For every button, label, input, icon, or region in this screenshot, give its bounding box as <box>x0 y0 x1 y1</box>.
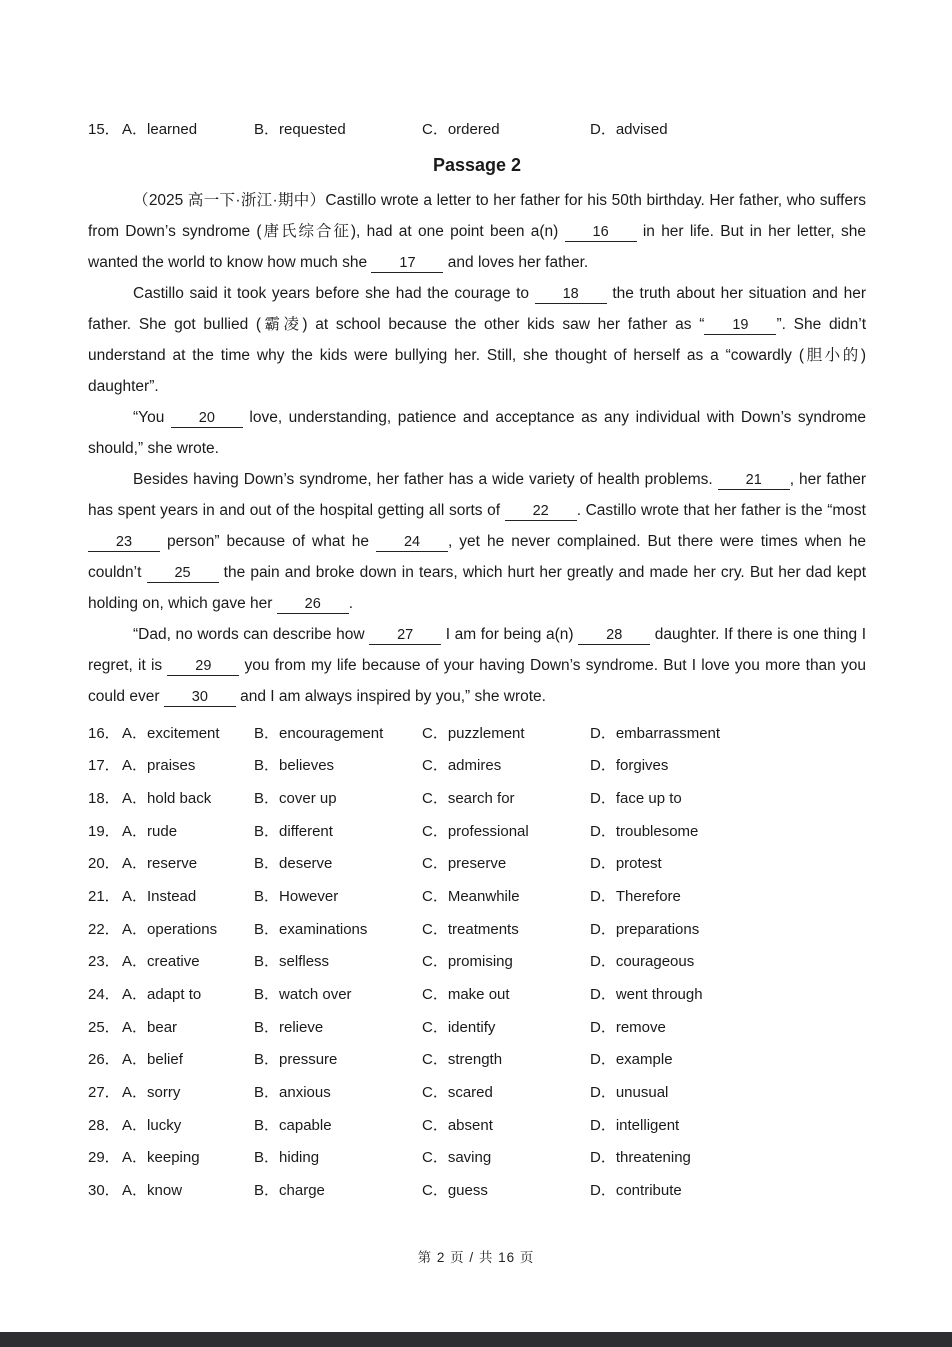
question-row-22 <box>88 912 866 945</box>
option-text: guess <box>447 1182 488 1200</box>
option-text: admires <box>447 757 502 775</box>
option-a <box>122 1016 254 1037</box>
option-text: contribute <box>615 1182 682 1200</box>
question-number: 26． <box>88 1051 120 1069</box>
option-d <box>590 950 866 971</box>
option-text: saving <box>447 1149 492 1167</box>
option-text: troublesome <box>615 822 699 840</box>
option-text: learned <box>147 120 198 138</box>
question-row-16 <box>88 716 866 749</box>
question-row-17 <box>88 748 866 781</box>
option-letter: B． <box>254 1182 280 1200</box>
option-a <box>122 885 254 906</box>
option-d <box>590 820 866 841</box>
option-b <box>254 1146 422 1167</box>
option-d <box>590 983 866 1004</box>
question-row-21 <box>88 879 866 912</box>
question-row-25 <box>88 1010 866 1043</box>
option-text: threatening <box>615 1149 691 1167</box>
option-a <box>122 983 254 1004</box>
option-b <box>254 885 422 906</box>
question-row-18 <box>88 781 866 814</box>
option-letter: D． <box>590 1084 616 1102</box>
option-b <box>254 754 422 775</box>
option-letter: D． <box>590 920 616 938</box>
option-text: Meanwhile <box>447 887 520 905</box>
option-letter: C． <box>422 120 448 138</box>
option-text: puzzlement <box>447 724 525 742</box>
question-row-23 <box>88 945 866 978</box>
cloze-blank-20: 20 <box>171 410 243 428</box>
option-text: sorry <box>147 1084 181 1102</box>
option-letter: C． <box>422 1182 448 1200</box>
option-text: lucky <box>147 1116 182 1134</box>
option-a <box>122 950 254 971</box>
option-d <box>590 852 866 873</box>
option-c <box>422 787 590 808</box>
option-d <box>590 1081 866 1102</box>
option-text: selfless <box>279 953 330 971</box>
option-text: pressure <box>279 1051 338 1069</box>
question-row-20 <box>88 846 866 879</box>
option-letter: B． <box>254 822 280 840</box>
option-text: deserve <box>279 855 333 873</box>
option-letter: D． <box>590 1149 616 1167</box>
option-b <box>254 852 422 873</box>
option-letter: C． <box>422 1116 448 1134</box>
cloze-blank-17: 17 <box>371 255 443 273</box>
option-text: adapt to <box>147 986 202 1004</box>
option-letter: D． <box>590 757 616 775</box>
option-letter: A． <box>122 887 148 905</box>
cloze-blank-21: 21 <box>718 472 790 490</box>
option-letter: B． <box>254 920 280 938</box>
passage-title: Passage 2 <box>432 154 522 175</box>
option-text: watch over <box>279 986 352 1004</box>
option-letter: A． <box>122 789 148 807</box>
passage-paragraph-2: Castillo said it took years before she had the courage to 18 the truth about her situation and her father. She got bullied (霸凌) at school because the other kids saw her father as “ 19 ”. She didn’t understand at the time why the kids were bullying her. Still, she thought of herself as a “cowardly (胆小的) daughter”. <box>88 284 866 395</box>
question-number: 16． <box>88 724 120 742</box>
option-letter: A． <box>122 953 148 971</box>
bottom-bar <box>0 1332 952 1347</box>
option-d <box>590 918 866 939</box>
option-text: excitement <box>147 724 220 742</box>
option-text: unusual <box>615 1084 669 1102</box>
option-text: requested <box>279 120 346 138</box>
option-text: rude <box>147 822 178 840</box>
option-text: capable <box>279 1116 332 1134</box>
question-number: 17． <box>88 757 120 775</box>
option-c <box>422 820 590 841</box>
option-c <box>422 950 590 971</box>
option-text: creative <box>147 953 200 971</box>
question-number: 22． <box>88 920 120 938</box>
option-d <box>590 722 866 743</box>
cloze-blank-16: 16 <box>565 224 637 242</box>
option-b <box>254 1179 422 1200</box>
option-letter: A． <box>122 1051 148 1069</box>
option-text: protest <box>615 855 662 873</box>
option-letter: A． <box>122 724 148 742</box>
option-d <box>590 787 866 808</box>
option-a <box>122 754 254 775</box>
option-c <box>422 1146 590 1167</box>
question-row-27 <box>88 1075 866 1108</box>
option-text: encouragement <box>279 724 384 742</box>
option-text: keeping <box>147 1149 200 1167</box>
option-letter: C． <box>422 953 448 971</box>
cloze-blank-25: 25 <box>147 565 219 583</box>
option-letter: D． <box>590 822 616 840</box>
passage-paragraph-1: （2025 高一下·浙江·期中）Castillo wrote a letter to her father for his 50th birthday. Her father, who suffers from Down’s syndrome (唐氏综合征), had at one point been a(n) 16 in her life. But in her letter, she wanted the world to know how much she 17 and loves her father. <box>88 191 866 271</box>
option-text: anxious <box>279 1084 331 1102</box>
option-text: praises <box>147 757 196 775</box>
option-text: charge <box>279 1182 325 1200</box>
option-letter: B． <box>254 724 280 742</box>
option-letter: C． <box>422 986 448 1004</box>
question-row-24 <box>88 977 866 1010</box>
question-number: 25． <box>88 1018 120 1036</box>
passage-paragraph-4: Besides having Down’s syndrome, her father has a wide variety of health problems. 21 , her father has spent years in and out of the hospital getting all sorts of 22 . Castillo wrote that her father is the “most 23 person” because of what he 24 , yet he never complained. But there were times when he couldn’t 25 the pain and broke down in tears, which hurt her greatly and made her cry. But her dad kept holding on, which gave her 26 . <box>88 470 867 612</box>
option-letter: A． <box>122 855 148 873</box>
option-c <box>422 1081 590 1102</box>
option-text: intelligent <box>615 1116 680 1134</box>
cloze-blank-22: 22 <box>505 503 577 521</box>
option-letter: D． <box>590 1182 616 1200</box>
option-letter: B． <box>254 1116 280 1134</box>
option-a <box>122 1179 254 1200</box>
option-a <box>122 1114 254 1135</box>
option-text: professional <box>447 822 529 840</box>
option-c <box>422 118 590 139</box>
option-letter: D． <box>590 887 616 905</box>
option-letter: A． <box>122 757 148 775</box>
option-text: belief <box>147 1051 183 1069</box>
option-text: treatments <box>447 920 519 938</box>
option-text: courageous <box>615 953 695 971</box>
passage-paragraph-3: “You 20 love, understanding, patience and acceptance as any individual with Down’s syndrome should,” she wrote. <box>88 408 866 457</box>
question-number: 28． <box>88 1116 120 1134</box>
question-number: 18． <box>88 789 120 807</box>
option-letter: A． <box>122 1116 148 1134</box>
option-a <box>122 918 254 939</box>
option-text: bear <box>147 1018 178 1036</box>
option-d <box>590 885 866 906</box>
question-row-19 <box>88 814 866 847</box>
question-row-28 <box>88 1108 866 1141</box>
passage-paragraph-5: “Dad, no words can describe how 27 I am for being a(n) 28 daughter. If there is one thing I regret, it is 29 you from my life because of your having Down’s syndrome. But I love you more than you could ever 30 and I am always inspired by you,” she wrote. <box>88 625 866 705</box>
option-text: preserve <box>447 855 507 873</box>
option-a <box>122 1048 254 1069</box>
option-b <box>254 118 422 139</box>
option-b <box>254 983 422 1004</box>
option-text: hold back <box>147 789 212 807</box>
option-letter: B． <box>254 855 280 873</box>
option-a <box>122 722 254 743</box>
option-text: different <box>279 822 333 840</box>
option-letter: B． <box>254 757 280 775</box>
option-text: strength <box>447 1051 503 1069</box>
option-c <box>422 1114 590 1135</box>
question-number: 19． <box>88 822 120 840</box>
option-letter: D． <box>590 986 616 1004</box>
option-letter: B． <box>254 986 280 1004</box>
option-text: went through <box>615 986 703 1004</box>
option-d <box>590 1048 866 1069</box>
option-c <box>422 1048 590 1069</box>
question-number: 21． <box>88 887 120 905</box>
option-letter: A． <box>122 1018 148 1036</box>
option-letter: D． <box>590 1051 616 1069</box>
option-letter: C． <box>422 1084 448 1102</box>
option-letter: C． <box>422 855 448 873</box>
option-text: absent <box>447 1116 493 1134</box>
option-b <box>254 722 422 743</box>
question-row-30 <box>88 1173 866 1206</box>
option-b <box>254 787 422 808</box>
option-text: relieve <box>279 1018 324 1036</box>
option-letter: D． <box>590 120 616 138</box>
option-text: make out <box>447 986 510 1004</box>
option-letter: B． <box>254 1084 280 1102</box>
option-letter: A． <box>122 1182 148 1200</box>
option-letter: D． <box>590 1018 616 1036</box>
option-c <box>422 1016 590 1037</box>
option-letter: D． <box>590 1116 616 1134</box>
option-d <box>590 1114 866 1135</box>
option-letter: A． <box>122 1149 148 1167</box>
option-text: advised <box>615 120 668 138</box>
option-letter: D． <box>590 953 616 971</box>
option-d <box>590 118 866 139</box>
option-letter: A． <box>122 1084 148 1102</box>
option-letter: C． <box>422 724 448 742</box>
option-c <box>422 983 590 1004</box>
cloze-blank-27: 27 <box>369 627 441 645</box>
questions-list <box>88 716 866 1206</box>
cloze-blank-24: 24 <box>376 534 448 552</box>
question-row-15 <box>88 112 866 145</box>
question-number: 20． <box>88 855 120 873</box>
question-number: 24． <box>88 986 120 1004</box>
option-letter: B． <box>254 1018 280 1036</box>
option-b <box>254 1081 422 1102</box>
cloze-blank-29: 29 <box>167 658 239 676</box>
option-text: know <box>147 1182 183 1200</box>
option-letter: A． <box>122 920 148 938</box>
option-b <box>254 820 422 841</box>
option-letter: D． <box>590 855 616 873</box>
option-c <box>422 918 590 939</box>
option-letter: C． <box>422 920 448 938</box>
question-number: 27． <box>88 1084 120 1102</box>
question-number: 15． <box>88 120 120 138</box>
option-letter: C． <box>422 1149 448 1167</box>
option-letter: B． <box>254 120 280 138</box>
option-d <box>590 754 866 775</box>
option-letter: C． <box>422 887 448 905</box>
option-text: cover up <box>279 789 337 807</box>
option-text: identify <box>447 1018 496 1036</box>
option-a <box>122 118 254 139</box>
option-d <box>590 1016 866 1037</box>
option-text: examinations <box>279 920 368 938</box>
question-number: 30． <box>88 1182 120 1200</box>
option-text: Therefore <box>615 887 681 905</box>
question-row-29 <box>88 1141 866 1174</box>
option-letter: D． <box>590 724 616 742</box>
option-a <box>122 820 254 841</box>
option-letter: C． <box>422 757 448 775</box>
cloze-blank-18: 18 <box>535 286 607 304</box>
option-text: reserve <box>147 855 198 873</box>
option-letter: B． <box>254 789 280 807</box>
option-text: face up to <box>615 789 682 807</box>
option-text: remove <box>615 1018 666 1036</box>
question-15-slot <box>88 112 866 145</box>
question-row-26 <box>88 1043 866 1076</box>
option-letter: A． <box>122 120 148 138</box>
cloze-blank-28: 28 <box>578 627 650 645</box>
passage-body <box>88 185 866 712</box>
option-text: embarrassment <box>615 724 721 742</box>
option-b <box>254 1114 422 1135</box>
option-c <box>422 754 590 775</box>
option-c <box>422 1179 590 1200</box>
option-letter: C． <box>422 789 448 807</box>
option-text: believes <box>279 757 335 775</box>
option-letter: A． <box>122 986 148 1004</box>
option-text: example <box>615 1051 673 1069</box>
option-b <box>254 950 422 971</box>
option-text: search for <box>447 789 515 807</box>
option-letter: C． <box>422 1051 448 1069</box>
option-d <box>590 1179 866 1200</box>
option-letter: B． <box>254 953 280 971</box>
option-b <box>254 1016 422 1037</box>
option-c <box>422 885 590 906</box>
option-text: Instead <box>147 887 197 905</box>
cloze-blank-26: 26 <box>277 596 349 614</box>
option-text: operations <box>147 920 218 938</box>
option-letter: C． <box>422 822 448 840</box>
option-c <box>422 722 590 743</box>
question-number: 29． <box>88 1149 120 1167</box>
cloze-blank-19: 19 <box>704 317 776 335</box>
cloze-blank-23: 23 <box>88 534 160 552</box>
cloze-blank-30: 30 <box>164 689 236 707</box>
option-d <box>590 1146 866 1167</box>
option-letter: D． <box>590 789 616 807</box>
option-text: preparations <box>615 920 700 938</box>
option-letter: B． <box>254 887 280 905</box>
option-letter: B． <box>254 1051 280 1069</box>
page-number-footer: 第 2 页 / 共 16 页 <box>417 1250 535 1265</box>
option-a <box>122 852 254 873</box>
option-letter: B． <box>254 1149 280 1167</box>
option-a <box>122 1146 254 1167</box>
option-c <box>422 852 590 873</box>
option-text: forgives <box>615 757 669 775</box>
option-text: scared <box>447 1084 493 1102</box>
option-text: promising <box>447 953 513 971</box>
option-b <box>254 918 422 939</box>
option-a <box>122 787 254 808</box>
option-text: However <box>279 887 339 905</box>
option-text: ordered <box>447 120 500 138</box>
option-a <box>122 1081 254 1102</box>
option-letter: C． <box>422 1018 448 1036</box>
question-number: 23． <box>88 953 120 971</box>
option-text: hiding <box>279 1149 320 1167</box>
option-b <box>254 1048 422 1069</box>
option-letter: A． <box>122 822 148 840</box>
